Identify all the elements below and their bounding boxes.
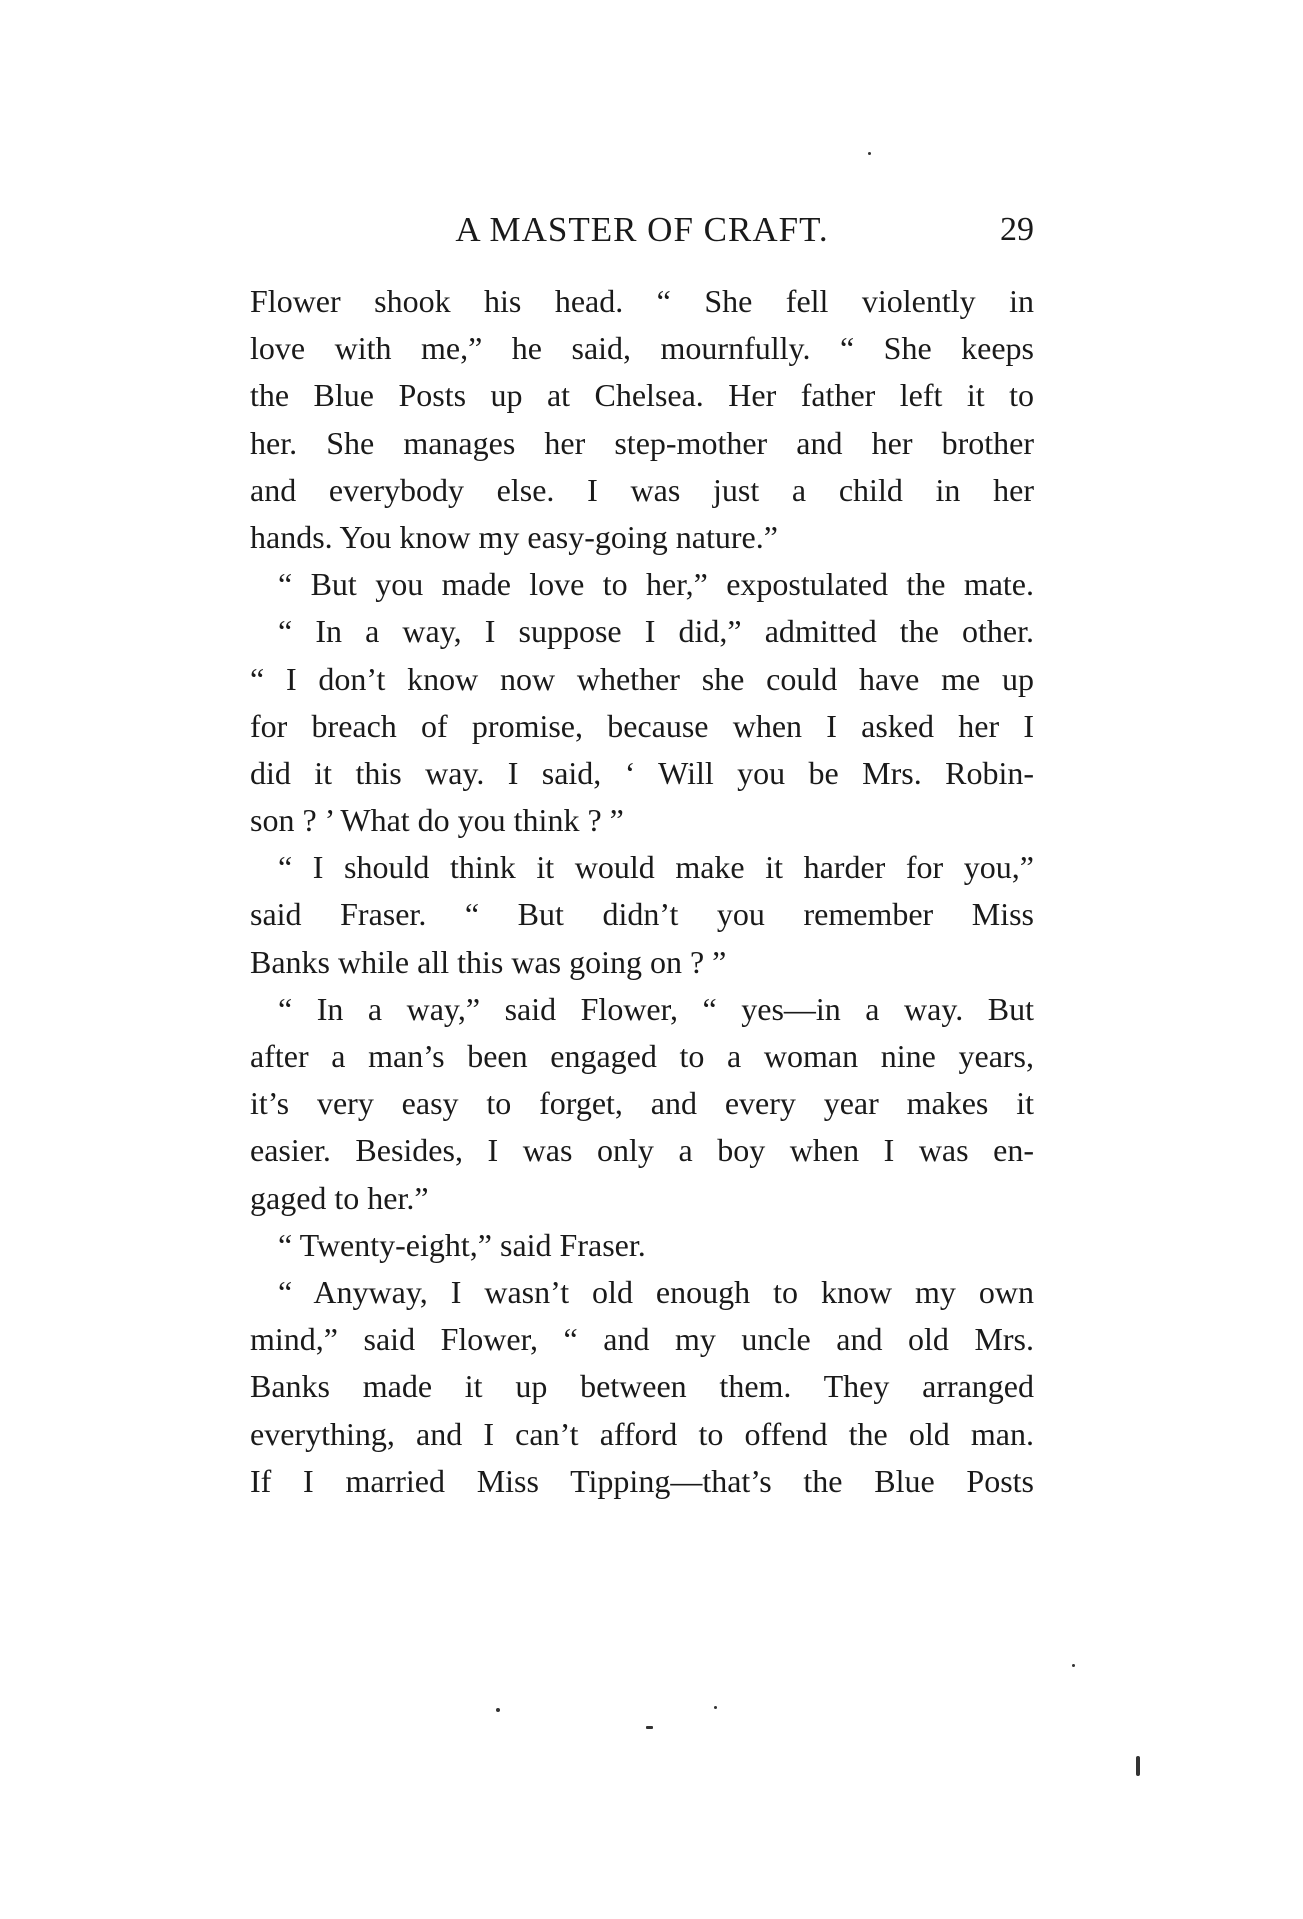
scan-speck [1072,1664,1075,1667]
text-line: did it this way. I said, ‘ Will you be Mrs. Robin- [250,754,1034,791]
text-line: said Fraser. “ But didn’t you remember Miss [250,896,1034,933]
text-line: “ But you made love to her,” expostulated the mate. [278,566,1034,603]
text-line: If I married Miss Tipping—that’s the Blue Posts [250,1462,1034,1499]
text-line: “ Twenty-eight,” said Fraser. [278,1226,646,1263]
text-line: son ? ’ What do you think ? ” [250,802,624,839]
page-number: 29 [1000,211,1034,248]
scan-speck [714,1706,717,1709]
text-line: the Blue Posts up at Chelsea. Her father left it to [250,377,1034,414]
text-line: it’s very easy to forget, and every year makes it [250,1085,1034,1122]
text-line: for breach of promise, because when I asked her I [250,707,1034,744]
text-line: mind,” said Flower, “ and my uncle and old Mrs. [250,1321,1034,1358]
running-title: A MASTER OF CRAFT. [455,210,829,249]
text-line: “ I should think it would make it harder for you,” [278,849,1034,886]
scan-speck [1136,1756,1140,1776]
scan-speck [496,1708,500,1712]
text-line: “ Anyway, I wasn’t old enough to know my own [278,1273,1034,1310]
text-line: “ In a way,” said Flower, “ yes—in a way. But [278,990,1034,1027]
text-line: love with me,” he said, mournfully. “ She keeps [250,330,1034,367]
text-line: Flower shook his head. “ She fell violently in [250,283,1034,319]
text-line: “ In a way, I suppose I did,” admitted the other. [278,613,1034,650]
text-line: easier. Besides, I was only a boy when I was en- [250,1132,1034,1169]
text-line: and everybody else. I was just a child in her [250,471,1034,508]
running-head [250,205,1034,255]
text-line: after a man’s been engaged to a woman nine years, [250,1038,1034,1074]
body-text [250,278,1034,1505]
scan-speck [646,1726,653,1729]
text-line: Banks while all this was going on ? ” [250,943,727,980]
text-line: hands. You know my easy-going nature.” [250,518,778,555]
text-line: Banks made it up between them. They arranged [250,1368,1034,1405]
text-line: “ I don’t know now whether she could have me up [250,660,1034,697]
text-line: gaged to her.” [250,1179,429,1216]
text-line: her. She manages her step-mother and her brother [250,424,1034,461]
text-line: everything, and I can’t afford to offend the old man. [250,1415,1034,1452]
scan-speck [868,152,871,155]
